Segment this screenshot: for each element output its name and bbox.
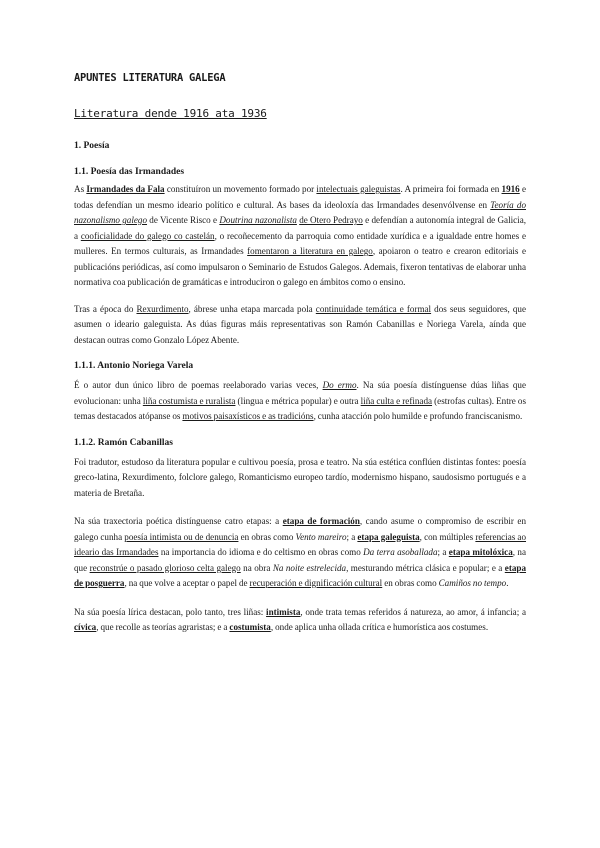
emphasis-text: intimista (266, 606, 301, 617)
emphasis-text: poesía intimista ou de denuncia (124, 531, 239, 542)
paragraph-cabanillas-linas (74, 605, 526, 636)
paragraph-irmandades (74, 182, 526, 291)
text-run: ; a (346, 531, 358, 542)
emphasis-text: Irmandades da Fala (86, 184, 165, 194)
text-run: , cunha atacción polo humilde e profundo franciscanismo. (313, 411, 523, 421)
text-run: , cando asume o compromiso de escribir en galego cunha (74, 516, 526, 542)
text-run: de Vicente Risco e (147, 215, 220, 225)
emphasis-text: intelectuais galeguistas (316, 184, 401, 194)
text-run: dos seus seguidores, que asumen o ideario galeguista. As dúas figuras máis representativas son Ramón Cabanillas e Noriega Varela, aínda que destacan outras como Gonzalo López Abente. (74, 303, 526, 345)
emphasis-text: etapa galeguista (357, 531, 420, 542)
paragraph-cabanillas-etapas (74, 514, 526, 592)
emphasis-text: motivos paisaxísticos e as tradicións (182, 411, 314, 421)
paragraph-noriega-varela (74, 378, 526, 425)
emphasis-text: etapa mitolóxica (448, 547, 513, 557)
emphasis-text: 1916 (501, 184, 520, 194)
text-run: Na súa poesía lírica destacan, polo tanto, tres liñas: (74, 606, 267, 617)
text-run: Tras a época do (74, 303, 137, 314)
text-run: , ábrese unha etapa marcada pola (188, 303, 316, 314)
text-run: na importancia do idioma e do celtismo en obras como (158, 547, 364, 557)
section-heading-noriega-varela: 1.1.1. Antonio Noriega Varela (74, 361, 194, 371)
paragraph-cabanillas-intro (74, 455, 526, 502)
text-run: e todas defendían un mesmo ideario político e cultural. As bases da ideoloxía das Irmandades desenvólvense en (74, 184, 526, 210)
emphasis-text: Rexurdimento (136, 303, 189, 314)
paragraph-rexurdimento (74, 302, 526, 349)
text-run: , o recoñecemento da parroquia como entidade xurídica e a igualdade entre homes e mulleres. En termos culturais, as Irmandades (74, 230, 527, 256)
emphasis-text: fomentaron a literatura en galego (247, 246, 373, 256)
emphasis-text: etapa de posguerra (74, 562, 527, 588)
document-title: APUNTES LITERATURA GALEGA (74, 72, 226, 84)
text-run: Na súa traxectoria poética distínguense catro etapas: a (74, 516, 283, 526)
text-run: , con múltiples (419, 531, 476, 542)
text-run: Foi tradutor, estudoso da literatura popular e cultivou poesía, prosa e teatro. Na súa estética conflúen distintas fontes: poesía greco-latina, Rexurdimento, folclore galego, Romanticismo europeo tardío, modernismo hispano, saudosismo portugués e a materia de Bretaña. (74, 456, 526, 498)
text-run: . (506, 578, 509, 588)
emphasis-text: recuperación e dignificación cultural (249, 578, 383, 588)
document-subtitle: Literatura dende 1916 ata 1936 (74, 107, 267, 120)
section-heading-poesia: 1. Poesía (74, 141, 110, 151)
emphasis-text: Do ermo (322, 380, 357, 390)
text-run: , que recolle as teorías agraristas; e a (96, 622, 230, 632)
text-run: ; a (437, 547, 449, 557)
emphasis-text: Camiños no tempo (438, 578, 507, 588)
text-run: na obra (240, 562, 273, 573)
emphasis-text: etapa de formación (282, 516, 360, 526)
emphasis-text: Na noite estrelecida (272, 562, 347, 573)
section-heading-irmandades: 1.1. Poesía das Irmandades (74, 167, 185, 177)
text-run: , na que volve a aceptar o papel de (124, 578, 250, 588)
text-run: . Na súa poesía distínguense dúas liñas que evolucionan: unha (74, 380, 526, 406)
emphasis-text: costumista (229, 622, 271, 632)
emphasis-text: cooficialidade do galego co castelán (80, 230, 215, 241)
emphasis-text: Vento mareiro (295, 531, 347, 542)
emphasis-text: Doutrina nazonalista (219, 215, 297, 225)
text-run: , onde trata temas referidos á natureza, ao amor, á infancia; a (300, 606, 526, 617)
text-run: en obras como (382, 578, 439, 588)
emphasis-text: Teoría do nazonalismo galego (74, 199, 526, 225)
emphasis-text: de Otero Pedrayo (299, 215, 363, 225)
text-run: É o autor dun único libro de poemas reelaborado varias veces, (74, 380, 323, 390)
text-run: en obras como (238, 531, 296, 542)
emphasis-text: cívica (74, 622, 97, 632)
section-heading-cabanillas: 1.1.2. Ramón Cabanillas (74, 437, 173, 448)
text-run: , apoiaron o teatro e crearon editoriais e publicacións periódicas, así como impulsaron o Seminario de Estudos Galegos. Ademais, fixeron tentativas de elaborar unha normativa coa publicación de gramáticas e introduciron o galego en ámbitos como o ensino. (74, 246, 526, 287)
emphasis-text: referencias ao ideario das Irmandades (74, 531, 527, 557)
emphasis-text: continuidade temática e formal (315, 303, 432, 314)
text-run: , onde aplica unha ollada crítica e humorística aos costumes. (270, 622, 489, 632)
emphasis-text: liña culta e refinada (360, 395, 433, 406)
text-run: e defendían a autonomía integral de Galicia, a (74, 215, 527, 241)
text-run: (lingua e métrica popular) e outra (235, 395, 361, 406)
text-run: . A primeira foi formada en (400, 184, 502, 194)
text-run: constituíron un movemento formado por (164, 184, 317, 194)
emphasis-text: reconstrúe o pasado glorioso celta galego (89, 562, 241, 573)
emphasis-text: Da terra asoballada (363, 547, 438, 557)
text-run: , na que (74, 547, 526, 573)
emphasis-text: liña costumista e ruralista (142, 395, 236, 406)
text-run: (estrofas cultas). Entre os temas destacados atópanse os (74, 395, 526, 421)
text-run: , mesturando métrica clásica e popular; e a (346, 562, 505, 573)
text-run: As (74, 184, 87, 194)
